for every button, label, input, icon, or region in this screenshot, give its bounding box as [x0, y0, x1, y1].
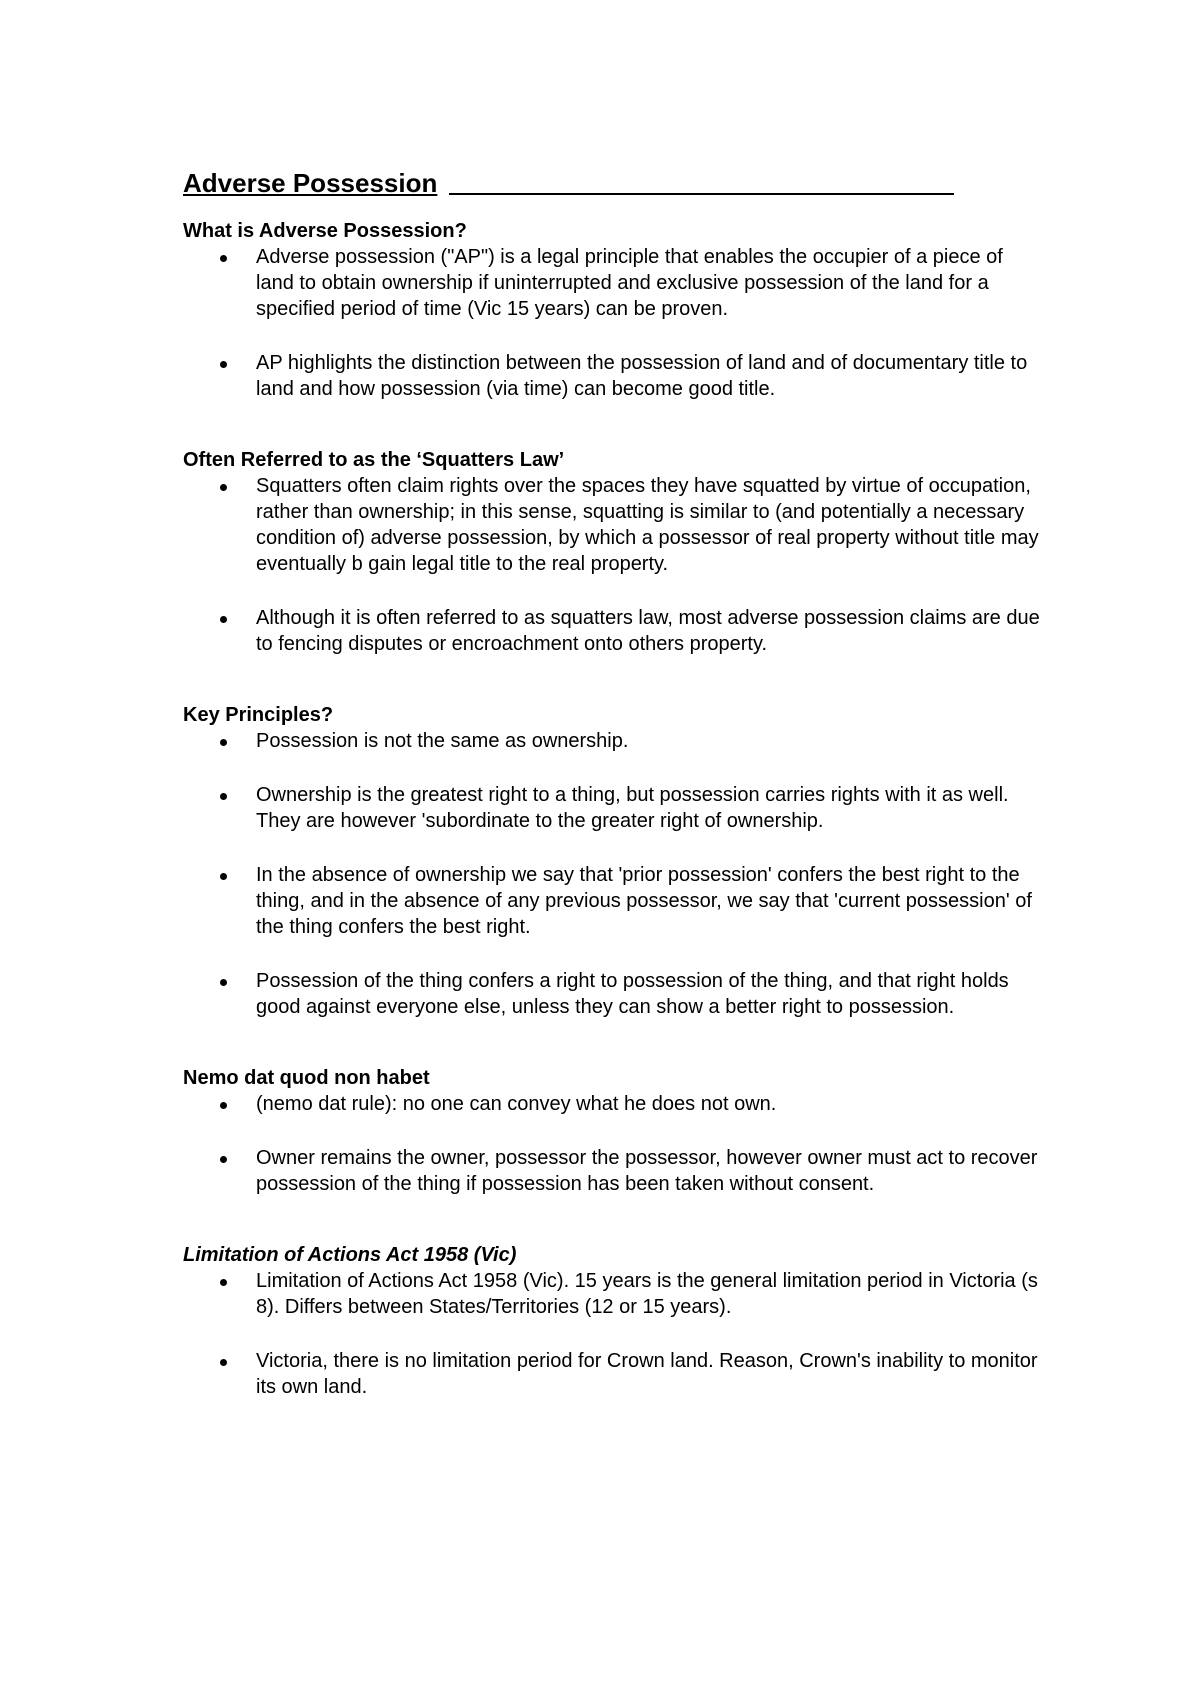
section-what-is	[183, 218, 1043, 402]
list-item	[183, 350, 1043, 402]
list-item	[183, 728, 1043, 754]
bullet-icon	[220, 1156, 227, 1163]
bullet-icon	[220, 1279, 227, 1286]
bullet-icon	[220, 793, 227, 800]
list-item-text: Owner remains the owner, possessor the possessor, however owner must act to recover possession of the thing if possession has been taken without consent.	[256, 1147, 1038, 1195]
section-heading: What is Adverse Possession?	[183, 220, 467, 242]
list-item-text: Ownership is the greatest right to a thing, but possession carries rights with it as well. They are however 'subordinate to the greater right of ownership.	[256, 784, 1009, 832]
list-item	[183, 473, 1043, 577]
bullet-icon	[220, 616, 227, 623]
bullet-icon	[220, 873, 227, 880]
document-page	[183, 165, 1043, 1400]
section-limitation-act	[183, 1242, 1043, 1400]
bullet-icon	[220, 979, 227, 986]
list-item-text: Limitation of Actions Act 1958 (Vic). 15 years is the general limitation period in Victoria (s 8). Differs between States/Territories (12 or 15 years).	[256, 1270, 1038, 1318]
title-underline-rule	[449, 193, 954, 195]
list-item-text: AP highlights the distinction between the possession of land and of documentary title to land and how possession (via time) can become good title.	[256, 352, 1028, 400]
list-item-text: Victoria, there is no limitation period for Crown land. Reason, Crown's inability to monitor its own land.	[256, 1350, 1038, 1398]
list-item-text: In the absence of ownership we say that 'prior possession' confers the best right to the thing, and in the absence of any previous possessor, we say that 'current possession' of the thing confers the best right.	[256, 864, 1032, 938]
list-item-text: (nemo dat rule): no one can convey what he does not own.	[256, 1093, 777, 1115]
list-item-text: Squatters often claim rights over the spaces they have squatted by virtue of occupation, rather than ownership; in this sense, squatting is similar to (and potentially a necessary condition of) adverse possession, by which a possessor of real property without title may eventually b gain legal title to the real property.	[256, 475, 1039, 575]
bullet-list	[183, 728, 1043, 1020]
list-item-text: Although it is often referred to as squatters law, most adverse possession claims are due to fencing disputes or encroachment onto others property.	[256, 607, 1040, 655]
document-title	[183, 165, 1043, 201]
section-squatters-law	[183, 447, 1043, 657]
bullet-icon	[220, 739, 227, 746]
list-item	[183, 1348, 1043, 1400]
list-item-text: Adverse possession ("AP") is a legal principle that enables the occupier of a piece of land to obtain ownership if uninterrupted and exclusive possession of the land for a specified period of time (Vic 15 years) can be proven.	[256, 246, 1003, 320]
bullet-list	[183, 1268, 1043, 1400]
document-title-text: Adverse Possession	[183, 168, 438, 198]
list-item	[183, 244, 1043, 322]
section-heading: Nemo dat quod non habet	[183, 1067, 430, 1089]
list-item	[183, 1268, 1043, 1320]
section-heading: Limitation of Actions Act 1958 (Vic)	[183, 1244, 517, 1266]
section-nemo-dat	[183, 1065, 1043, 1197]
section-key-principles	[183, 702, 1043, 1020]
bullet-icon	[220, 1359, 227, 1366]
section-heading: Key Principles?	[183, 704, 334, 726]
bullet-list	[183, 473, 1043, 657]
bullet-icon	[220, 255, 227, 262]
bullet-icon	[220, 1102, 227, 1109]
list-item	[183, 605, 1043, 657]
list-item	[183, 968, 1043, 1020]
list-item	[183, 862, 1043, 940]
section-heading: Often Referred to as the ‘Squatters Law’	[183, 449, 565, 471]
list-item	[183, 1145, 1043, 1197]
bullet-icon	[220, 361, 227, 368]
list-item-text: Possession is not the same as ownership.	[256, 730, 629, 752]
list-item-text: Possession of the thing confers a right to possession of the thing, and that right holds good against everyone else, unless they can show a better right to possession.	[256, 970, 1009, 1018]
bullet-list	[183, 1091, 1043, 1197]
bullet-list	[183, 244, 1043, 402]
bullet-icon	[220, 484, 227, 491]
list-item	[183, 782, 1043, 834]
list-item	[183, 1091, 1043, 1117]
